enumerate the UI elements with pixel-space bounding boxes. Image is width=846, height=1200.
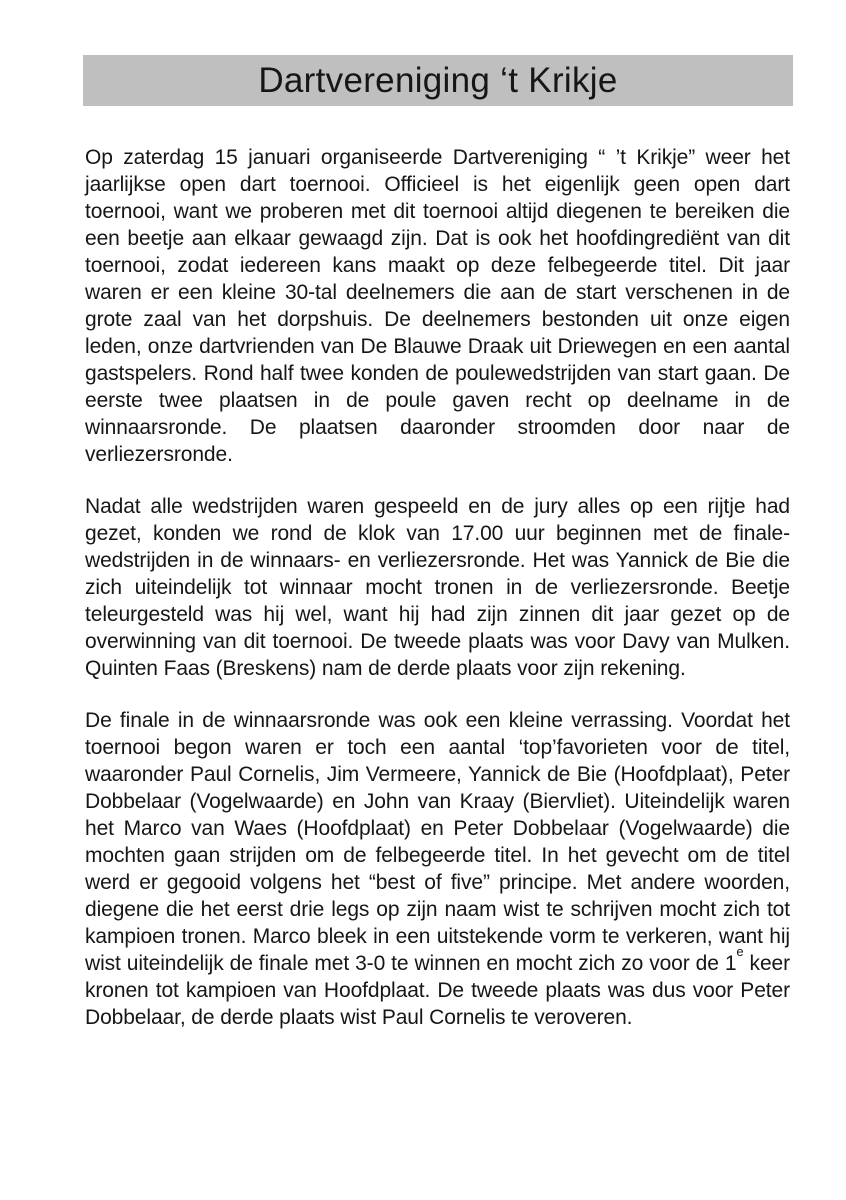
page-title: Dartvereniging ‘t Krikje: [258, 60, 618, 100]
title-banner: [83, 55, 793, 106]
paragraph-tournament-intro: Op zaterdag 15 januari organiseerde Dartvereniging “ ’t Krikje” weer het jaarlijkse open dart toernooi. Officieel is het eigenlijk geen open dart toernooi, want we proberen met dit toernooi altijd diegenen te bereiken die een beetje aan elkaar gewaagd zijn. Dat is ook het hoofdingrediënt van dit toernooi, zodat iedereen kans maakt op deze felbegeerde titel. Dit jaar waren er een kleine 30-tal deelnemers die aan de start verschenen in de grote zaal van het dorpshuis. De deelnemers bestonden uit onze eigen leden, onze dartvrienden van De Blauwe Draak uit Driewegen en een aantal gastspelers. Rond half twee konden de poulewedstrijden van start gaan. De eerste twee plaatsen in de poule gaven recht op deelname in de winnaarsronde. De plaatsen daaronder stroomden door naar de verliezersronde.: [85, 146, 790, 466]
paragraph-winners-round-final-text-cont: keer kronen tot kampioen van Hoofdplaat. De tweede plaats was dus voor Peter Dobbelaar, de derde plaats wist Paul Cornelis te veroveren.: [85, 952, 791, 1029]
paragraph-losers-round-results: Nadat alle wedstrijden waren gespeeld en de jury alles op een rijtje had gezet, konden we rond de klok van 17.00 uur beginnen met de finale-wedstrijden in de winnaars- en verliezersronde. Het was Yannick de Bie die zich uiteindelijk tot winnaar mocht tronen in de verliezersronde. Beetje teleurgesteld was hij wel, want hij had zijn zinnen dit jaar gezet op de overwinning van dit toernooi. De tweede plaats was voor Davy van Mulken. Quinten Faas (Breskens) nam de derde plaats voor zijn rekening.: [85, 495, 790, 680]
ordinal-superscript: e: [736, 944, 744, 960]
paragraph-winners-round-final: [85, 707, 790, 1031]
paragraph-winners-round-final-text: De finale in de winnaarsronde was ook een kleine verrassing. Voordat het toernooi begon waren er toch een aantal ‘top’favorieten voor de titel, waaronder Paul Cornelis, Jim Vermeere, Yannick de Bie (Hoofdplaat), Peter Dobbelaar (Vogelwaarde) en John van Kraay (Biervliet). Uiteindelijk waren het Marco van Waes (Hoofdplaat) en Peter Dobbelaar (Vogelwaarde) die mochten gaan strijden om de felbegeerde titel. In het gevecht om de titel werd er gegooid volgens het “best of five” principe. Met andere woorden, diegene die het eerst drie legs op zijn naam wist te schrijven mocht zich tot kampioen tronen. Marco bleek in een uitstekende vorm te verkeren, want hij wist uiteindelijk de finale met 3-0 te winnen en mocht zich zo voor de 1: [85, 709, 790, 975]
document-body: [85, 144, 790, 1031]
